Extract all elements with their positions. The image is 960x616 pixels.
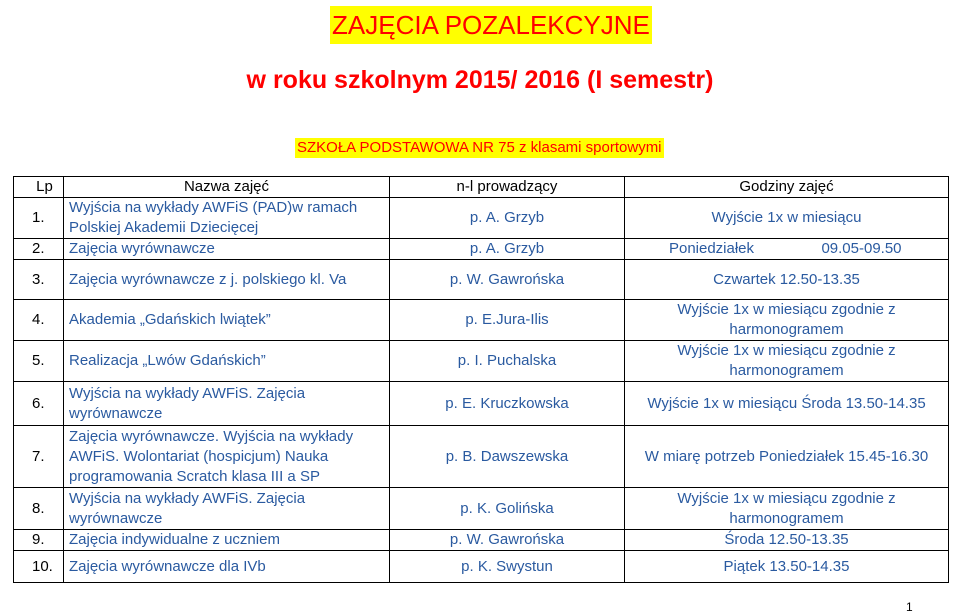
table-row [14, 551, 949, 583]
row-teacher: p. E. Kruczkowska [390, 382, 625, 426]
row-name: Zajęcia wyrównawcze [64, 239, 390, 260]
row-lp: 8. [14, 488, 64, 530]
table-row [14, 260, 949, 300]
row-lp: 2. [14, 239, 64, 260]
row-time: Wyjście 1x w miesiącu zgodnie z harmonogramem [625, 341, 949, 382]
row-lp: 10. [14, 551, 64, 583]
header-time: Godziny zajęć [625, 177, 949, 198]
row-lp: 9. [14, 530, 64, 551]
row-lp: 1. [14, 198, 64, 239]
row-name: Akademia „Gdańskich lwiątek” [64, 300, 390, 341]
row-teacher: p. K. Golińska [390, 488, 625, 530]
row-time: Środa 12.50-13.35 [625, 530, 949, 551]
row-name: Zajęcia wyrównawcze. Wyjścia na wykłady AWFiS. Wolontariat (hospicjum) Nauka programowania Scratch klasa III a SP [64, 426, 390, 488]
row-name: Zajęcia wyrównawcze z j. polskiego kl. Va [64, 260, 390, 300]
page-number: 1 [906, 600, 913, 614]
table-row [14, 300, 949, 341]
header-name: Nazwa zajęć [64, 177, 390, 198]
table-row [14, 239, 949, 260]
page-subtitle: w roku szkolnym 2015/ 2016 (I semestr) [246, 66, 714, 94]
row-time-hours: 09.05-09.50 [821, 240, 902, 257]
row-time [625, 239, 949, 260]
page-title: ZAJĘCIA POZALEKCYJNE [330, 6, 652, 44]
table-row [14, 382, 949, 426]
row-time: Wyjście 1x w miesiącu zgodnie z harmonogramem [625, 488, 949, 530]
table-row [14, 530, 949, 551]
row-name: Zajęcia wyrównawcze dla IVb [64, 551, 390, 583]
row-time-day: Poniedziałek [668, 240, 755, 257]
table-row [14, 426, 949, 488]
row-time: Wyjście 1x w miesiącu zgodnie z harmonogramem [625, 300, 949, 341]
table-row [14, 198, 949, 239]
table-row [14, 341, 949, 382]
schedule-table [13, 176, 949, 583]
row-lp: 5. [14, 341, 64, 382]
row-teacher: p. B. Dawszewska [390, 426, 625, 488]
row-time: Wyjście 1x w miesiącu [625, 198, 949, 239]
row-time: W miarę potrzeb Poniedziałek 15.45-16.30 [625, 426, 949, 488]
row-teacher: p. E.Jura-Ilis [390, 300, 625, 341]
row-lp: 6. [14, 382, 64, 426]
row-teacher: p. W. Gawrońska [390, 260, 625, 300]
row-teacher: p. I. Puchalska [390, 341, 625, 382]
row-teacher: p. A. Grzyb [390, 198, 625, 239]
row-lp: 4. [14, 300, 64, 341]
row-name: Wyjścia na wykłady AWFiS. Zajęcia wyrównawcze [64, 488, 390, 530]
row-name: Zajęcia indywidualne z uczniem [64, 530, 390, 551]
row-lp: 7. [14, 426, 64, 488]
table-row [14, 488, 949, 530]
row-time: Czwartek 12.50-13.35 [625, 260, 949, 300]
row-teacher: p. K. Swystun [390, 551, 625, 583]
row-name: Wyjścia na wykłady AWFiS (PAD)w ramach Polskiej Akademii Dziecięcej [64, 198, 390, 239]
table-header-row [14, 177, 949, 198]
row-time: Piątek 13.50-14.35 [625, 551, 949, 583]
row-teacher: p. A. Grzyb [390, 239, 625, 260]
row-lp: 3. [14, 260, 64, 300]
row-teacher: p. W. Gawrońska [390, 530, 625, 551]
header-lp: Lp [14, 177, 64, 198]
row-name: Wyjścia na wykłady AWFiS. Zajęcia wyrównawcze [64, 382, 390, 426]
row-name: Realizacja „Lwów Gdańskich” [64, 341, 390, 382]
school-name: SZKOŁA PODSTAWOWA NR 75 z klasami sportowymi [297, 139, 662, 156]
row-time: Wyjście 1x w miesiącu Środa 13.50-14.35 [625, 382, 949, 426]
header-teacher: n-l prowadzący [390, 177, 625, 198]
